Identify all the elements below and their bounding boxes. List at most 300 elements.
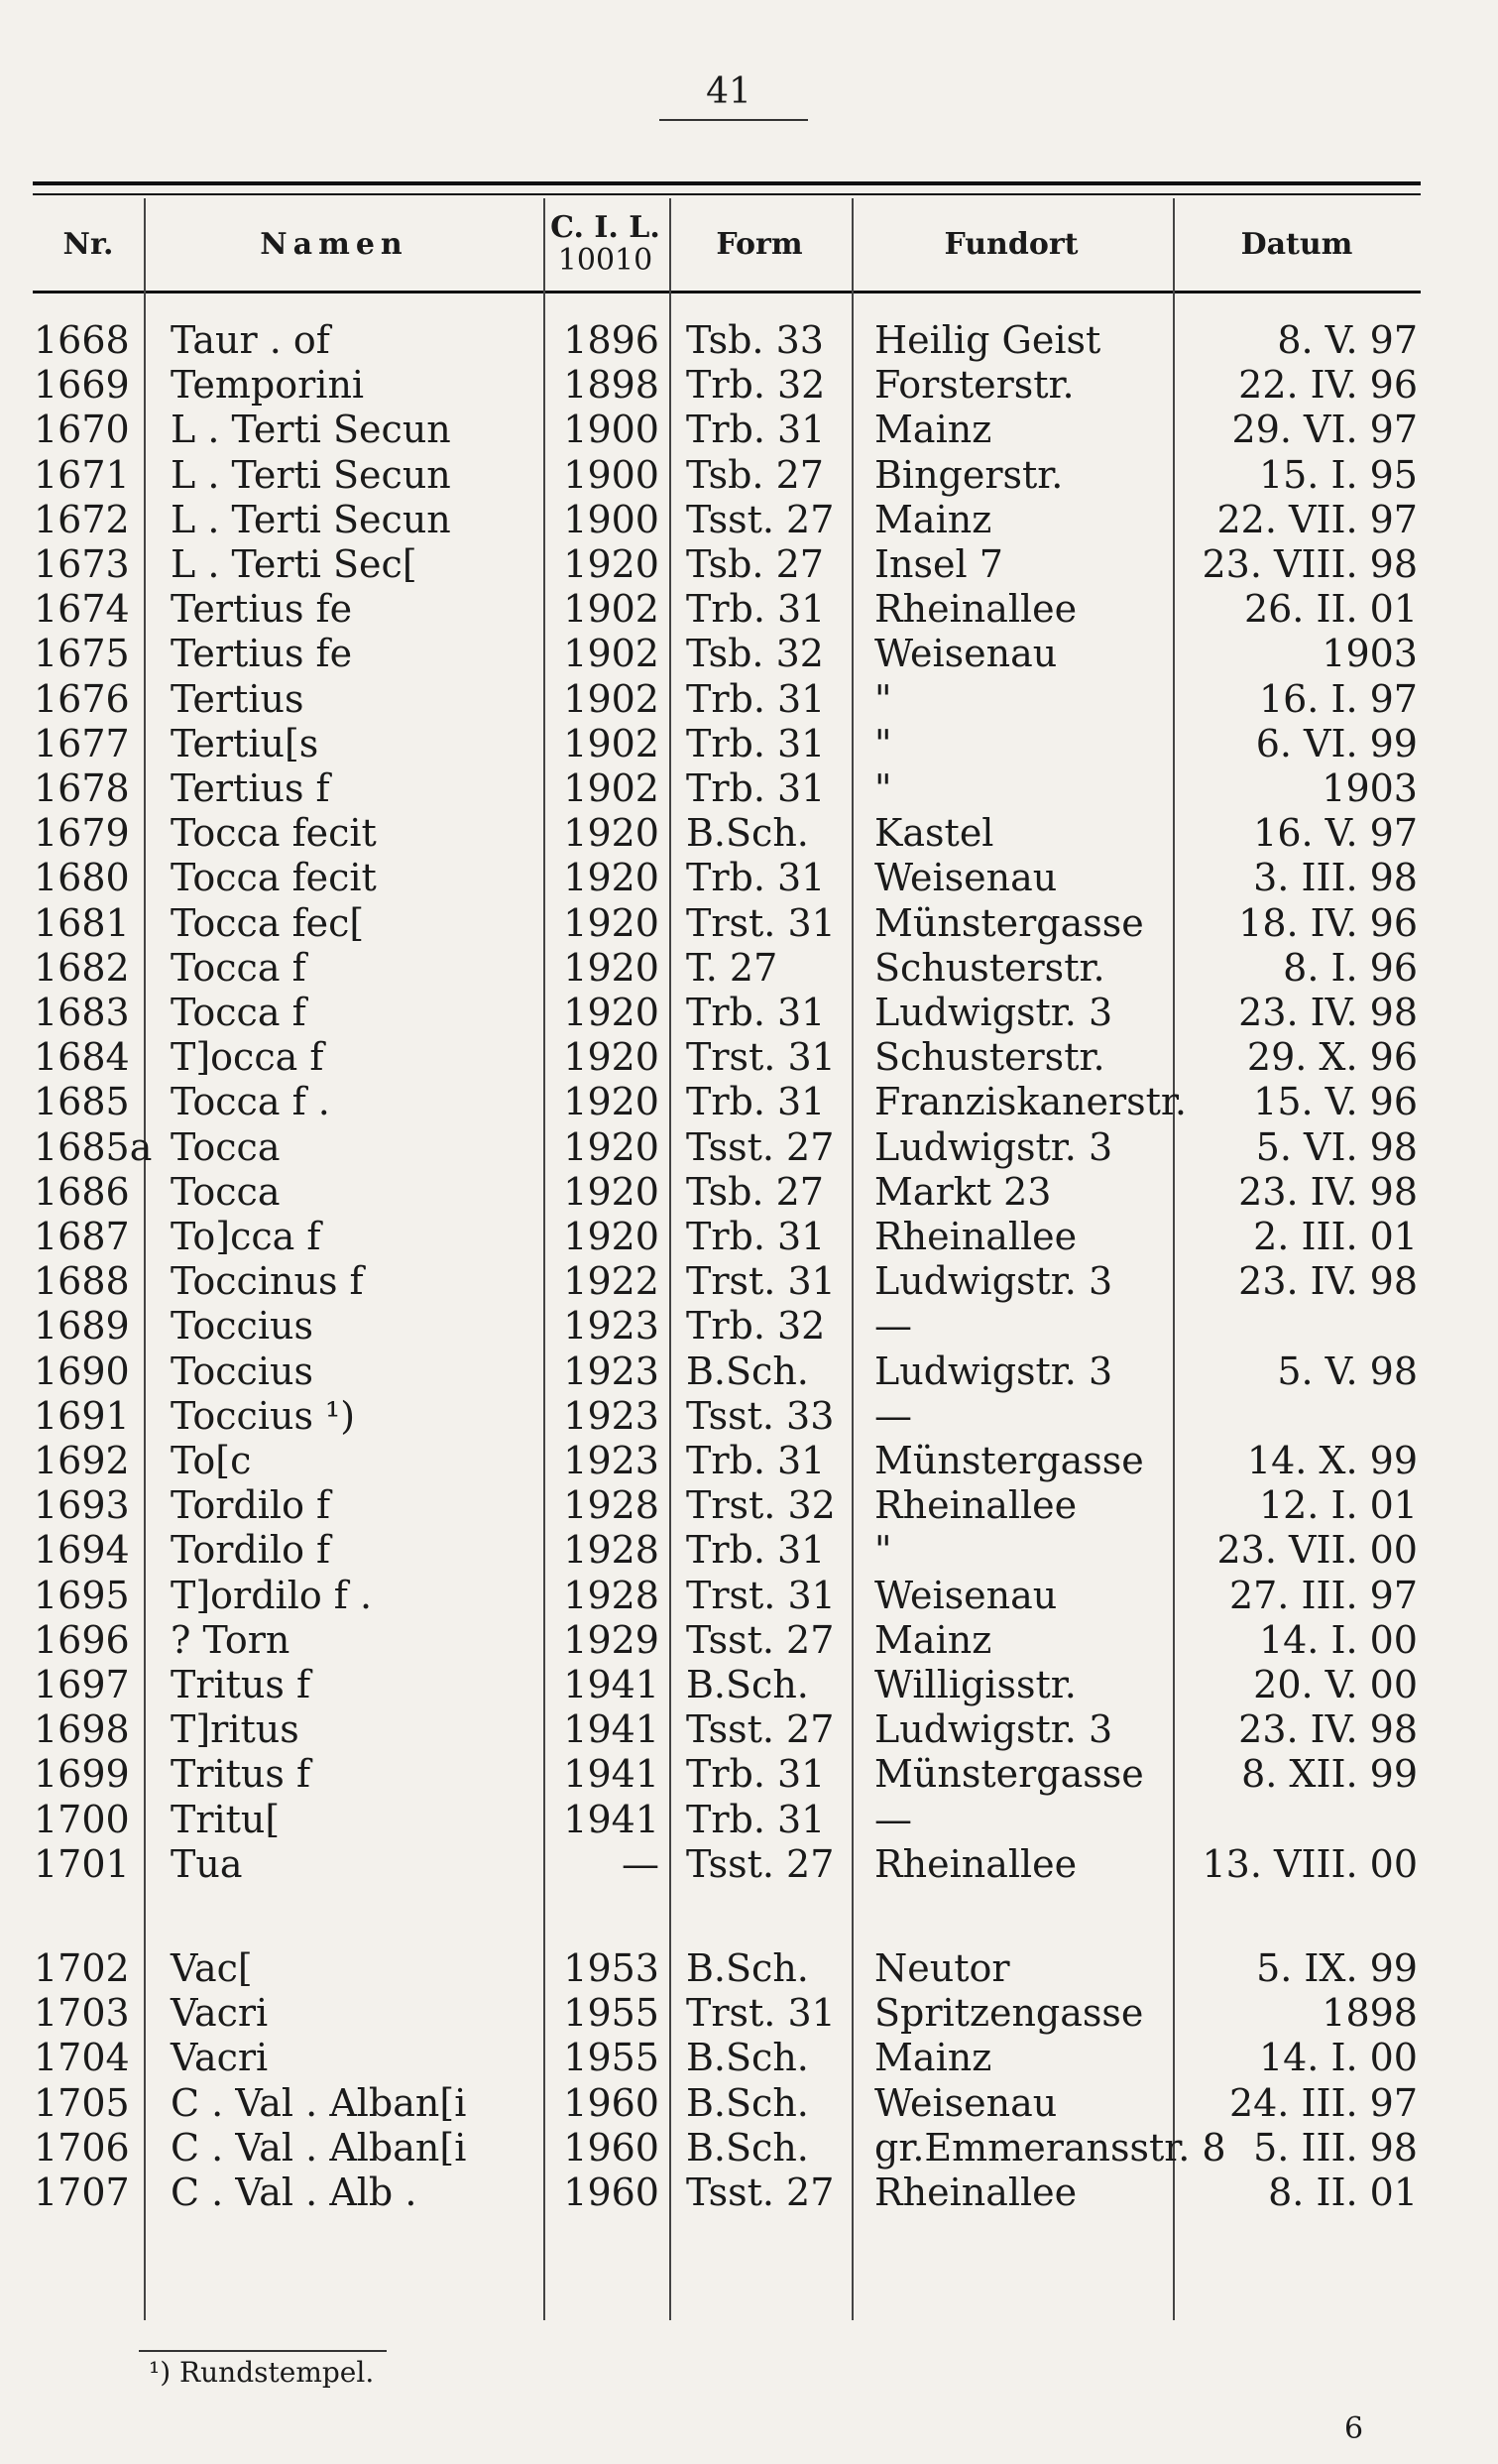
row-name: Tocca — [171, 1169, 281, 1214]
row-number: 1695 — [34, 1573, 130, 1617]
row-fundort: Weisenau — [874, 856, 1058, 900]
table-row — [0, 1258, 1498, 1304]
row-form: Trb. 31 — [686, 1528, 826, 1573]
row-fundort: Mainz — [874, 497, 992, 541]
row-datum: 29. VI. 97 — [1231, 408, 1418, 452]
table-row — [0, 362, 1498, 408]
table-row — [0, 631, 1498, 676]
row-number: 1675 — [34, 632, 130, 676]
row-datum: 26. II. 01 — [1243, 587, 1418, 632]
row-form: Trb. 31 — [686, 408, 826, 452]
row-form: Trst. 32 — [686, 1483, 836, 1528]
row-cil: — — [622, 1841, 659, 1886]
row-datum: 5. III. 98 — [1253, 2125, 1418, 2170]
table-row — [0, 1169, 1498, 1215]
row-cil: 1920 — [563, 1035, 659, 1080]
row-number: 1687 — [34, 1215, 130, 1258]
row-cil: 1920 — [563, 1124, 659, 1169]
table-row — [0, 1079, 1498, 1124]
row-fundort: Rheinallee — [874, 1215, 1078, 1258]
row-number: 1685a — [34, 1124, 153, 1169]
table-row — [0, 1797, 1498, 1842]
row-fundort: " — [874, 721, 892, 765]
row-fundort: Weisenau — [874, 1573, 1058, 1617]
row-form: Trb. 31 — [686, 1215, 826, 1258]
row-form: Trb. 32 — [686, 363, 826, 408]
table-row — [0, 2170, 1498, 2215]
row-cil: 1902 — [563, 587, 659, 632]
row-form: Trst. 31 — [686, 1573, 836, 1617]
row-fundort: Willigisstr. — [874, 1663, 1077, 1706]
table-row — [0, 586, 1498, 632]
row-fundort: Schusterstr. — [874, 945, 1105, 990]
page-number: 41 — [706, 71, 751, 112]
header-datum: Datum — [1240, 226, 1353, 262]
row-name: Tordilo f — [171, 1483, 331, 1528]
row-form: Trb. 31 — [686, 587, 826, 632]
row-datum: 3. III. 98 — [1253, 856, 1418, 900]
row-cil: 1928 — [563, 1528, 659, 1573]
row-cil: 1960 — [563, 2125, 659, 2170]
row-cil: 1923 — [563, 1439, 659, 1482]
row-datum: 29. X. 96 — [1246, 1035, 1418, 1080]
row-form: B.Sch. — [686, 1663, 809, 1706]
row-number: 1691 — [34, 1393, 130, 1438]
row-cil: 1960 — [563, 2080, 659, 2125]
row-fundort: Insel 7 — [874, 542, 1003, 586]
row-fundort: " — [874, 1528, 892, 1573]
row-datum: 1898 — [1322, 1991, 1418, 2036]
row-cil: 1920 — [563, 1215, 659, 1258]
table-row — [0, 990, 1498, 1035]
header-bottom-rule — [33, 291, 1421, 293]
row-fundort: Ludwigstr. 3 — [874, 991, 1113, 1034]
row-fundort: Weisenau — [874, 632, 1058, 676]
row-number: 1689 — [34, 1304, 130, 1349]
header-cil-line1: C. I. L. — [550, 210, 660, 245]
row-fundort: Schusterstr. — [874, 1035, 1105, 1080]
row-datum: 22. IV. 96 — [1238, 363, 1418, 408]
row-name: L . Terti Sec[ — [171, 542, 417, 586]
row-datum: 8. II. 01 — [1268, 2171, 1418, 2214]
row-number: 1676 — [34, 676, 130, 721]
row-cil: 1920 — [563, 991, 659, 1034]
table-row — [0, 721, 1498, 766]
row-datum: 23. VII. 00 — [1216, 1528, 1418, 1573]
row-cil: 1955 — [563, 2036, 659, 2080]
row-number: 1684 — [34, 1035, 130, 1080]
row-fundort: Kastel — [874, 811, 994, 856]
row-cil: 1922 — [563, 1259, 659, 1304]
row-form: Trst. 31 — [686, 900, 836, 945]
table-row — [0, 676, 1498, 722]
row-name: Tocca fecit — [171, 856, 377, 900]
row-number: 1703 — [34, 1991, 130, 2036]
row-datum: 15. I. 95 — [1258, 452, 1418, 497]
row-fundort: Ludwigstr. 3 — [874, 1124, 1113, 1169]
row-datum: 5. VI. 98 — [1255, 1124, 1418, 1169]
row-number: 1692 — [34, 1439, 130, 1482]
row-cil: 1960 — [563, 2171, 659, 2214]
row-number: 1698 — [34, 1707, 130, 1752]
row-form: Tsb. 27 — [686, 452, 824, 497]
row-fundort: Franziskanerstr. — [874, 1080, 1187, 1124]
row-name: T]ordilo f . — [171, 1573, 373, 1617]
row-form: Tsb. 32 — [686, 632, 824, 676]
row-number: 1680 — [34, 856, 130, 900]
row-fundort: Heilig Geist — [874, 318, 1101, 362]
table-top-rule — [33, 181, 1421, 185]
row-cil: 1920 — [563, 856, 659, 900]
row-number: 1702 — [34, 1946, 130, 1990]
row-number: 1705 — [34, 2080, 130, 2125]
row-number: 1700 — [34, 1797, 130, 1841]
row-number: 1690 — [34, 1349, 130, 1393]
row-name: Tocca f — [171, 945, 306, 990]
table-row — [0, 1527, 1498, 1573]
footnote: ¹) Rundstempel. — [149, 2356, 375, 2389]
row-fundort: Mainz — [874, 408, 992, 452]
row-fundort: " — [874, 676, 892, 721]
row-name: C . Val . Alban[i — [171, 2080, 467, 2125]
row-cil: 1923 — [563, 1393, 659, 1438]
row-datum: 27. III. 97 — [1228, 1573, 1418, 1617]
row-cil: 1923 — [563, 1349, 659, 1393]
row-name: Tocca f — [171, 991, 306, 1034]
row-cil: 1923 — [563, 1304, 659, 1349]
row-cil: 1920 — [563, 900, 659, 945]
table-row — [0, 810, 1498, 856]
row-number: 1697 — [34, 1663, 130, 1706]
header-cil — [543, 198, 667, 290]
row-fundort: Neutor — [874, 1946, 1010, 1990]
row-fundort: Ludwigstr. 3 — [874, 1349, 1113, 1393]
row-name: Tertius — [171, 676, 304, 721]
row-name: Tocca f . — [171, 1080, 330, 1124]
row-name: Tertius fe — [171, 587, 353, 632]
row-number: 1685 — [34, 1080, 130, 1124]
table-row — [0, 1482, 1498, 1528]
row-name: T]ritus — [171, 1707, 299, 1752]
row-form: Trb. 31 — [686, 766, 826, 810]
row-number: 1671 — [34, 452, 130, 497]
row-name: Tocca — [171, 1124, 281, 1169]
row-fundort: — — [874, 1393, 912, 1438]
row-fundort: Ludwigstr. 3 — [874, 1259, 1113, 1304]
row-number: 1670 — [34, 408, 130, 452]
row-number: 1683 — [34, 991, 130, 1034]
row-number: 1674 — [34, 587, 130, 632]
row-datum: 14. I. 00 — [1258, 2036, 1418, 2080]
header-namen: Namen — [260, 226, 408, 262]
row-form: B.Sch. — [686, 811, 809, 856]
row-fundort: Bingerstr. — [874, 452, 1064, 497]
row-form: Trst. 31 — [686, 1991, 836, 2036]
row-number: 1693 — [34, 1483, 130, 1528]
row-form: Trb. 31 — [686, 1439, 826, 1482]
row-form: Tsst. 27 — [686, 497, 835, 541]
row-cil: 1920 — [563, 945, 659, 990]
row-form: Tsb. 33 — [686, 318, 824, 362]
row-form: Tsst. 27 — [686, 1617, 835, 1662]
table-row — [0, 497, 1498, 542]
row-datum: 20. V. 00 — [1253, 1663, 1418, 1706]
row-form: B.Sch. — [686, 1946, 809, 1990]
table-row — [0, 2035, 1498, 2080]
row-number: 1707 — [34, 2171, 130, 2214]
row-number: 1699 — [34, 1752, 130, 1797]
row-name: C . Val . Alban[i — [171, 2125, 467, 2170]
row-number: 1686 — [34, 1169, 130, 1214]
header-nr: Nr. — [62, 226, 114, 262]
row-cil: 1920 — [563, 542, 659, 586]
row-name: Tordilo f — [171, 1528, 331, 1573]
table-row — [0, 2125, 1498, 2171]
row-cil: 1902 — [563, 721, 659, 765]
row-datum: 1903 — [1322, 632, 1418, 676]
row-cil: 1900 — [563, 497, 659, 541]
row-name: Toccius — [171, 1304, 313, 1349]
row-cil: 1955 — [563, 1991, 659, 2036]
row-datum: 23. VIII. 98 — [1202, 542, 1418, 586]
row-form: Tsst. 27 — [686, 1707, 835, 1752]
row-name: L . Terti Secun — [171, 452, 451, 497]
row-datum: 5. V. 98 — [1277, 1349, 1418, 1393]
row-number: 1704 — [34, 2036, 130, 2080]
row-form: Tsst. 27 — [686, 2171, 835, 2214]
row-fundort: Spritzengasse — [874, 1991, 1144, 2036]
row-cil: 1941 — [563, 1663, 659, 1706]
row-name: Toccinus f — [171, 1259, 364, 1304]
row-number: 1669 — [34, 363, 130, 408]
table-row — [0, 1990, 1498, 2036]
row-number: 1696 — [34, 1617, 130, 1662]
row-number: 1679 — [34, 811, 130, 856]
table-row — [0, 945, 1498, 991]
table-row — [0, 1034, 1498, 1080]
row-fundort: Mainz — [874, 2036, 992, 2080]
row-name: Tertius fe — [171, 632, 353, 676]
table-top-rule-thin — [33, 193, 1421, 195]
table-row — [0, 1573, 1498, 1618]
row-datum: 23. IV. 98 — [1238, 1707, 1418, 1752]
table-row — [0, 1706, 1498, 1752]
row-name: C . Val . Alb . — [171, 2171, 417, 2214]
row-number: 1688 — [34, 1259, 130, 1304]
row-form: Trb. 31 — [686, 676, 826, 721]
row-number: 1668 — [34, 318, 130, 362]
table-row — [0, 1349, 1498, 1394]
table-row — [0, 541, 1498, 587]
row-fundort: gr.Emmeransstr. 8 — [874, 2125, 1226, 2170]
row-number: 1678 — [34, 766, 130, 810]
row-fundort: Rheinallee — [874, 2171, 1078, 2214]
table-header — [0, 198, 1498, 290]
row-datum: 16. I. 97 — [1258, 676, 1418, 721]
row-form: Tsb. 27 — [686, 1169, 824, 1214]
row-form: Trb. 31 — [686, 991, 826, 1034]
row-form: B.Sch. — [686, 2080, 809, 2125]
row-form: Trb. 31 — [686, 1752, 826, 1797]
row-datum: 6. VI. 99 — [1255, 721, 1418, 765]
table-row — [0, 1617, 1498, 1663]
row-datum: 14. X. 99 — [1246, 1439, 1418, 1482]
row-datum: 2. III. 01 — [1253, 1215, 1418, 1258]
row-name: Tritu[ — [171, 1797, 281, 1841]
row-datum: 15. V. 96 — [1253, 1080, 1418, 1124]
row-name: Vacri — [171, 2036, 269, 2080]
row-cil: 1898 — [563, 363, 659, 408]
row-cil: 1928 — [563, 1483, 659, 1528]
row-form: Trst. 31 — [686, 1259, 836, 1304]
row-form: Trst. 31 — [686, 1035, 836, 1080]
row-datum: 16. V. 97 — [1253, 811, 1418, 856]
row-fundort: " — [874, 766, 892, 810]
row-cil: 1941 — [563, 1797, 659, 1841]
row-fundort: Münstergasse — [874, 900, 1144, 945]
row-cil: 1941 — [563, 1752, 659, 1797]
row-cil: 1920 — [563, 811, 659, 856]
row-name: Tertiu[s — [171, 721, 319, 765]
row-fundort: Weisenau — [874, 2080, 1058, 2125]
row-form: Trb. 31 — [686, 856, 826, 900]
row-datum: 18. IV. 96 — [1238, 900, 1418, 945]
row-cil: 1902 — [563, 766, 659, 810]
row-form: B.Sch. — [686, 1349, 809, 1393]
row-name: To[c — [171, 1439, 252, 1482]
row-cil: 1900 — [563, 452, 659, 497]
row-datum: 8. I. 96 — [1283, 945, 1418, 990]
row-datum: 14. I. 00 — [1258, 1617, 1418, 1662]
table-row — [0, 317, 1498, 363]
row-form: B.Sch. — [686, 2125, 809, 2170]
row-number: 1682 — [34, 945, 130, 990]
row-cil: 1920 — [563, 1080, 659, 1124]
row-number: 1672 — [34, 497, 130, 541]
row-name: Tocca fec[ — [171, 900, 365, 945]
row-form: B.Sch. — [686, 2036, 809, 2080]
header-form: Form — [716, 226, 803, 262]
row-form: Tsst. 33 — [686, 1393, 835, 1438]
row-form: Trb. 31 — [686, 721, 826, 765]
row-name: T]occa f — [171, 1035, 324, 1080]
row-form: Trb. 32 — [686, 1304, 826, 1349]
row-datum: 23. IV. 98 — [1238, 1169, 1418, 1214]
row-datum: 23. IV. 98 — [1238, 991, 1418, 1034]
page-number-rule — [659, 119, 808, 121]
row-form: Trb. 31 — [686, 1080, 826, 1124]
row-datum: 24. III. 97 — [1228, 2080, 1418, 2125]
row-fundort: Ludwigstr. 3 — [874, 1707, 1113, 1752]
row-fundort: Rheinallee — [874, 1841, 1078, 1886]
header-cil-line2: 10010 — [557, 243, 653, 278]
row-name: L . Terti Secun — [171, 497, 451, 541]
row-name: Tritus f — [171, 1663, 311, 1706]
row-form: Tsb. 27 — [686, 542, 824, 586]
row-name: Tua — [171, 1841, 243, 1886]
row-cil: 1900 — [563, 408, 659, 452]
row-fundort: Rheinallee — [874, 587, 1078, 632]
row-form: T. 27 — [686, 945, 778, 990]
row-name: Toccius — [171, 1349, 313, 1393]
row-name: Vacri — [171, 1991, 269, 2036]
table-row — [0, 765, 1498, 811]
row-form: Tsst. 27 — [686, 1124, 835, 1169]
table-row — [0, 1303, 1498, 1349]
table-row — [0, 452, 1498, 498]
row-number: 1701 — [34, 1841, 130, 1886]
row-fundort: — — [874, 1304, 912, 1349]
row-fundort: Markt 23 — [874, 1169, 1052, 1214]
row-datum: 13. VIII. 00 — [1202, 1841, 1418, 1886]
row-name: ? Torn — [171, 1617, 290, 1662]
row-datum: 22. VII. 97 — [1216, 497, 1418, 541]
table-row — [0, 1124, 1498, 1170]
row-name: Tertius f — [171, 766, 330, 810]
row-cil: 1928 — [563, 1573, 659, 1617]
table-row — [0, 1438, 1498, 1483]
row-form: Tsst. 27 — [686, 1841, 835, 1886]
row-number: 1706 — [34, 2125, 130, 2170]
table-row — [0, 1393, 1498, 1439]
table-row — [0, 2080, 1498, 2126]
row-cil: 1941 — [563, 1707, 659, 1752]
row-fundort: Mainz — [874, 1617, 992, 1662]
row-form: Trb. 31 — [686, 1797, 826, 1841]
row-datum: 23. IV. 98 — [1238, 1259, 1418, 1304]
footnote-rule — [139, 2350, 387, 2352]
table-row — [0, 1945, 1498, 1991]
table-row — [0, 855, 1498, 900]
row-fundort: Münstergasse — [874, 1439, 1144, 1482]
row-cil: 1953 — [563, 1946, 659, 1990]
row-fundort: Münstergasse — [874, 1752, 1144, 1797]
signature-mark: 6 — [1344, 2411, 1364, 2446]
row-name: Taur . of — [171, 318, 330, 362]
table-row — [0, 1841, 1498, 1887]
row-name: Toccius ¹) — [171, 1393, 356, 1438]
row-datum: 1903 — [1322, 766, 1418, 810]
table-row — [0, 1662, 1498, 1707]
row-datum: 8. V. 97 — [1277, 318, 1418, 362]
row-number: 1681 — [34, 900, 130, 945]
row-fundort: Rheinallee — [874, 1483, 1078, 1528]
row-cil: 1896 — [563, 318, 659, 362]
header-fundort: Fundort — [944, 226, 1079, 262]
table-row — [0, 407, 1498, 452]
table-row — [0, 1751, 1498, 1797]
row-cil: 1929 — [563, 1617, 659, 1662]
row-name: Tocca fecit — [171, 811, 377, 856]
row-cil: 1902 — [563, 632, 659, 676]
row-number: 1677 — [34, 721, 130, 765]
row-name: Temporini — [171, 363, 365, 408]
row-datum: 12. I. 01 — [1258, 1483, 1418, 1528]
row-name: To]cca f — [171, 1215, 321, 1258]
row-fundort: Forsterstr. — [874, 363, 1075, 408]
row-datum: 5. IX. 99 — [1256, 1946, 1418, 1990]
row-number: 1673 — [34, 542, 130, 586]
row-cil: 1920 — [563, 1169, 659, 1214]
row-name: Tritus f — [171, 1752, 311, 1797]
row-cil: 1902 — [563, 676, 659, 721]
table-row — [0, 900, 1498, 946]
row-number: 1694 — [34, 1528, 130, 1573]
table-row — [0, 1214, 1498, 1259]
row-datum: 8. XII. 99 — [1241, 1752, 1418, 1797]
row-name: L . Terti Secun — [171, 408, 451, 452]
row-fundort: — — [874, 1797, 912, 1841]
